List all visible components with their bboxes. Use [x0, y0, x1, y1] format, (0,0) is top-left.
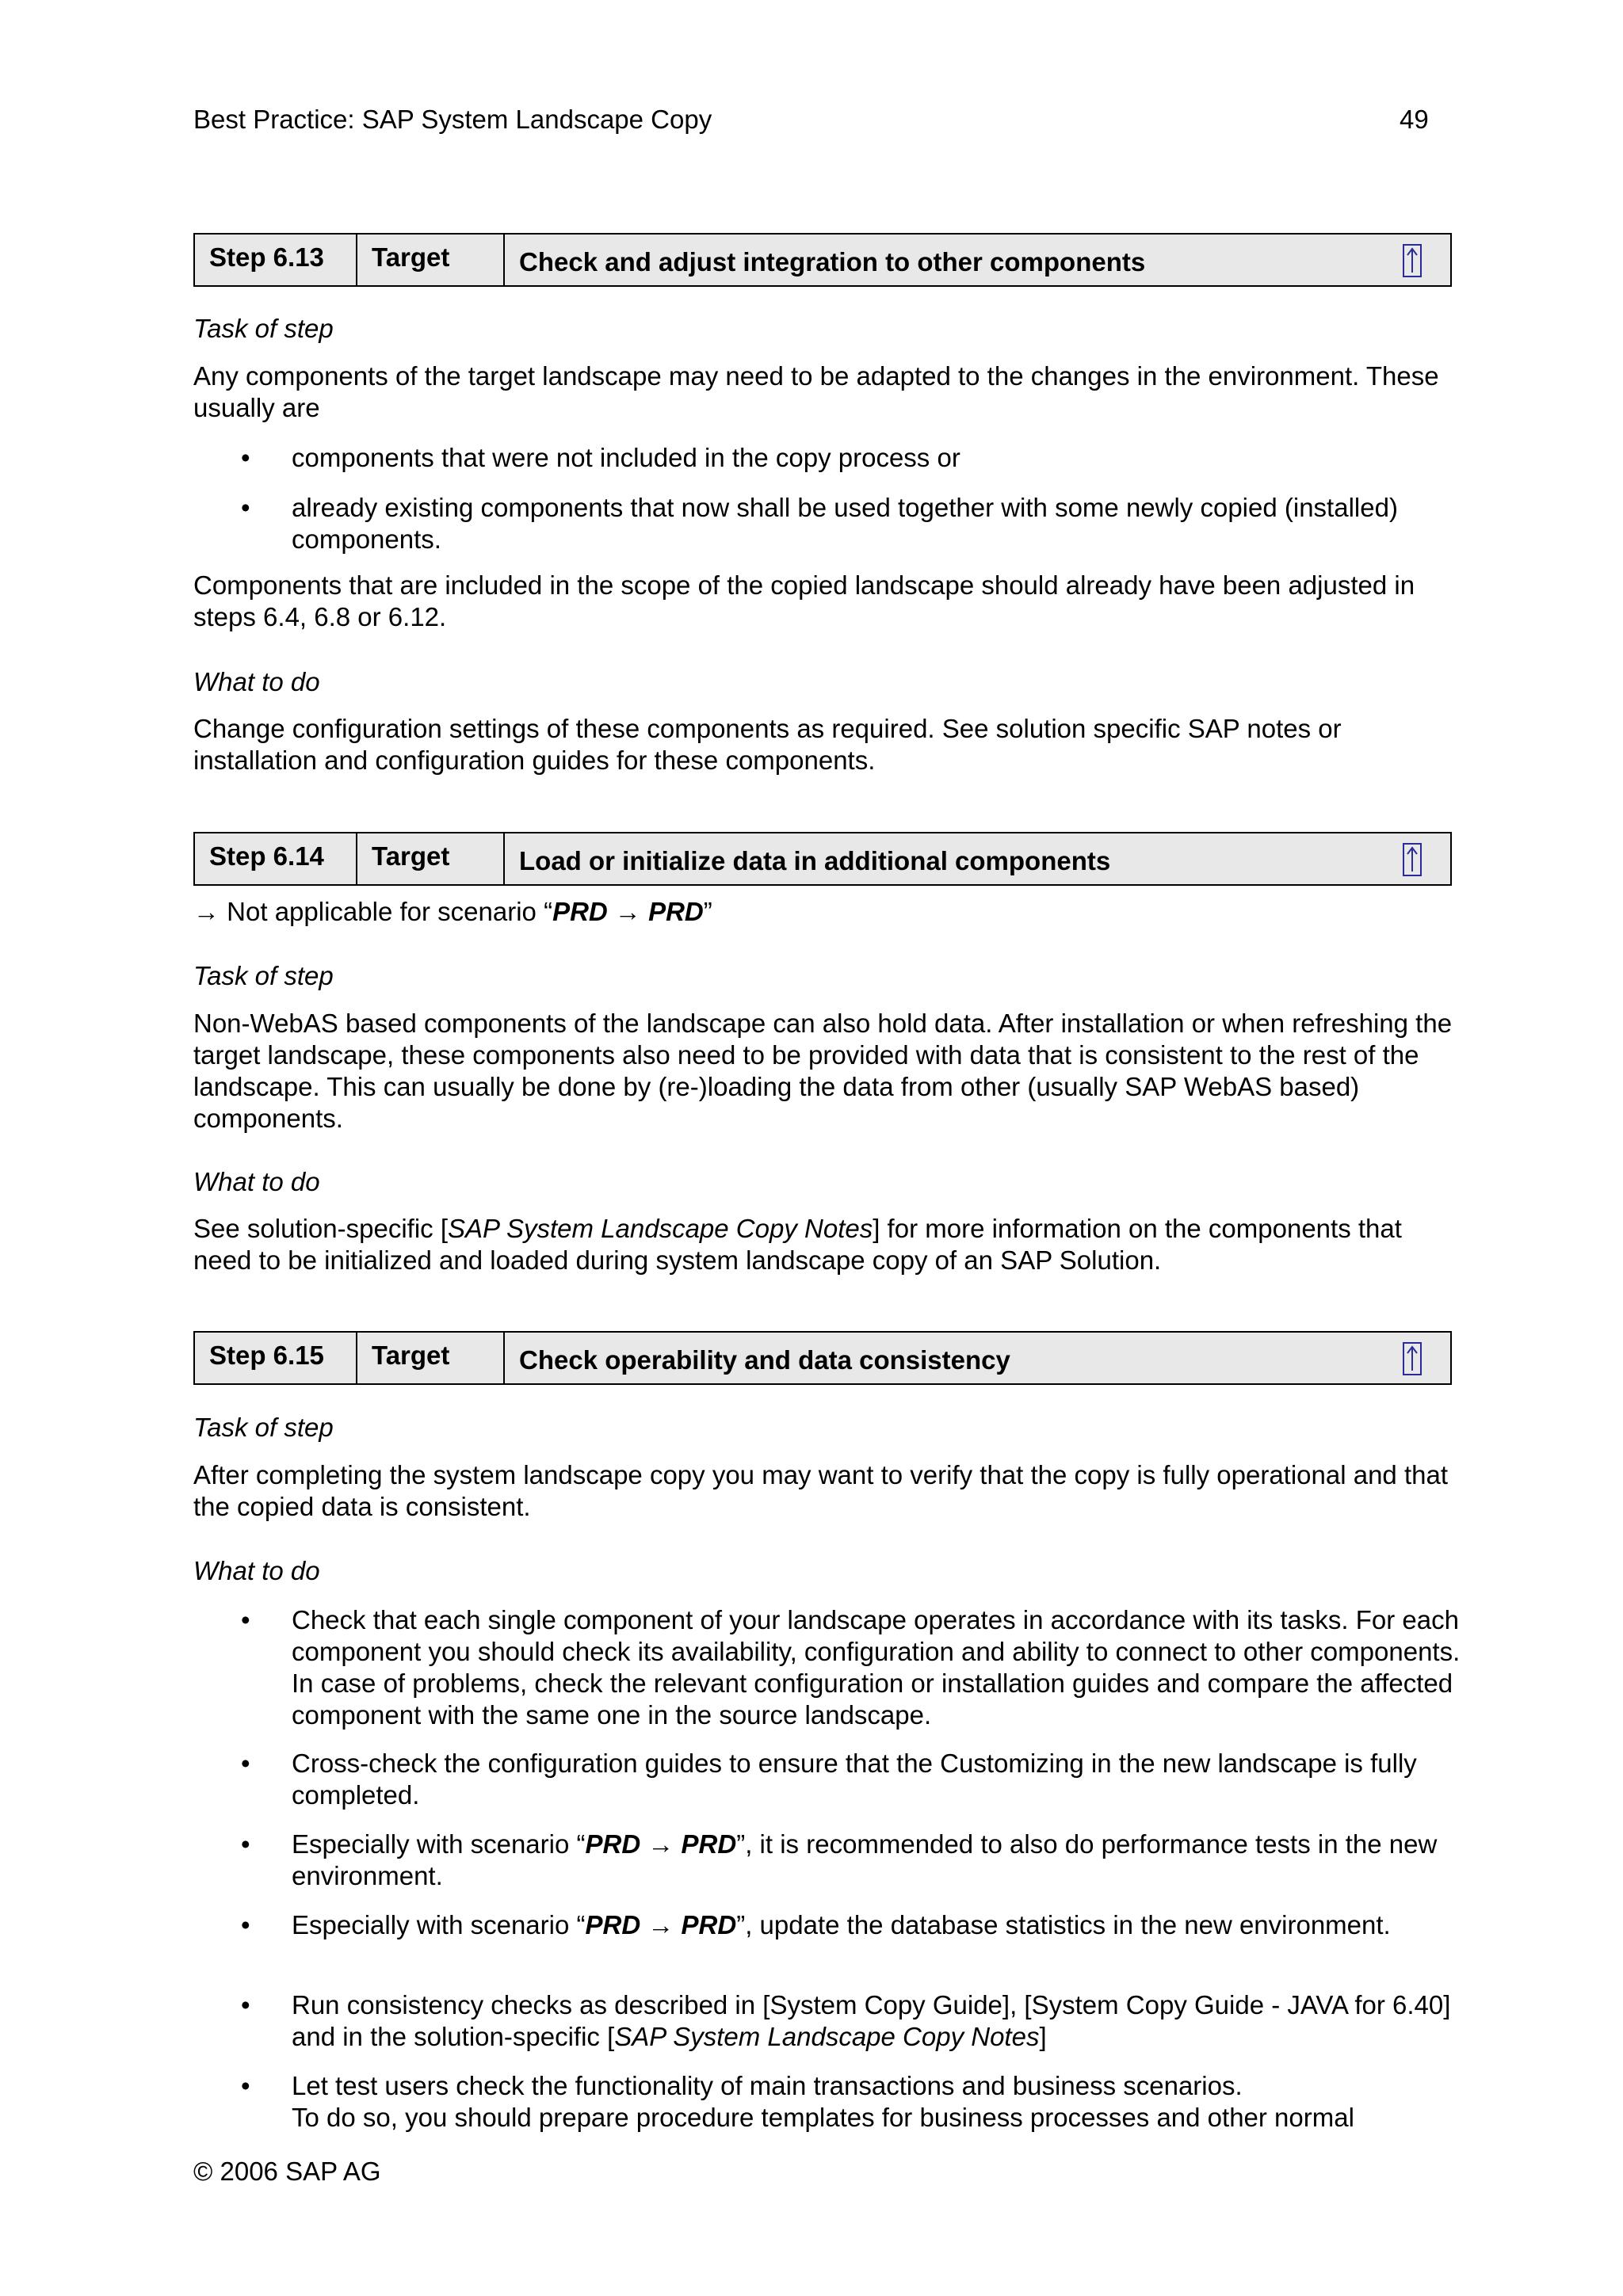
step-number: Step 6.13 — [209, 242, 324, 272]
list-item: already existing components that now shall be used together with some newly copied (installed) components. — [292, 493, 1398, 554]
back-to-top-icon[interactable] — [1403, 843, 1422, 876]
page-header-title: Best Practice: SAP System Landscape Copy — [193, 105, 712, 134]
step-target: Target — [372, 242, 450, 272]
step-6-14-header — [193, 832, 1452, 886]
task-text: Non-WebAS based components of the landscape can also hold data. After installation or when refreshing the target landscape, these components also need to be provided with data that is consistent to the rest of the landscape. This can usually be done by (re-)loading the data from other (usually SAP WebAS based) components. — [193, 1009, 1453, 1133]
notes-reference: SAP System Landscape Copy Notes — [448, 1214, 873, 1243]
list-item: Let test users check the functionality of main transactions and business scenarios. To do so, you should prepare procedure templates for business processes and other normal — [292, 2071, 1354, 2132]
bullet-dot: • — [241, 1605, 250, 1634]
what-to-do-text: See solution-specific [SAP System Landscape Copy Notes] for more information on the components that need to be initialized and loaded during system landscape copy of an SAP Solution. — [193, 1214, 1402, 1275]
what-to-do-label: What to do — [193, 1167, 320, 1196]
scenario-note: → Not applicable for scenario “PRD → PRD” — [193, 897, 712, 926]
task-intro: Any components of the target landscape may need to be adapted to the changes in the environment. These usually are — [193, 361, 1439, 422]
task-of-step-label: Task of step — [193, 1413, 334, 1442]
list-item: Especially with scenario “PRD → PRD”, update the database statistics in the new environment. — [292, 1910, 1391, 1939]
step-title: Check operability and data consistency — [519, 1345, 1010, 1375]
list-item: Run consistency checks as described in [System Copy Guide], [System Copy Guide - JAVA for 6.40] and in the solution-specific [SAP System Landscape Copy Notes] — [292, 1990, 1451, 2051]
what-to-do-label: What to do — [193, 1556, 320, 1585]
step-number: Step 6.15 — [209, 1341, 324, 1370]
step-title: Load or initialize data in additional components — [519, 846, 1111, 875]
bullet-dot: • — [241, 2071, 250, 2100]
list-item: components that were not included in the copy process or — [292, 443, 960, 472]
list-item: Especially with scenario “PRD → PRD”, it is recommended to also do performance tests in the new environment. — [292, 1829, 1438, 1890]
task-of-step-label: Task of step — [193, 314, 334, 343]
notes-reference: SAP System Landscape Copy Notes — [614, 2022, 1040, 2051]
arrow-icon: → — [193, 897, 220, 926]
task-outro: Components that are included in the scope of the copied landscape should already have been adjusted in steps 6.4, 6.8 or 6.12. — [193, 570, 1415, 631]
bullet-dot: • — [241, 1910, 250, 1939]
list-item: Cross-check the configuration guides to ensure that the Customizing in the new landscape is fully completed. — [292, 1749, 1417, 1810]
what-to-do-label: What to do — [193, 667, 320, 696]
page-number: 49 — [1400, 105, 1429, 134]
task-of-step-label: Task of step — [193, 961, 334, 990]
step-6-13-header — [193, 233, 1452, 287]
step-6-15-header — [193, 1331, 1452, 1385]
bullet-dot: • — [241, 1829, 250, 1859]
bullet-dot: • — [241, 443, 250, 472]
step-number: Step 6.14 — [209, 841, 324, 871]
what-to-do-text: Change configuration settings of these components as required. See solution specific SAP notes or installation and configuration guides for these components. — [193, 714, 1342, 775]
bullet-dot: • — [241, 493, 250, 522]
back-to-top-icon[interactable] — [1403, 244, 1422, 277]
step-title: Check and adjust integration to other components — [519, 247, 1146, 277]
task-text: After completing the system landscape copy you may want to verify that the copy is fully operational and that the copied data is consistent. — [193, 1460, 1449, 1521]
step-target: Target — [372, 841, 450, 871]
back-to-top-icon[interactable] — [1403, 1342, 1422, 1375]
bullet-dot: • — [241, 1749, 250, 1778]
page-footer-copyright: © 2006 SAP AG — [193, 2157, 381, 2186]
step-target: Target — [372, 1341, 450, 1370]
list-item: Check that each single component of your landscape operates in accordance with its tasks. For each component you should check its availability, configuration and ability to connect to other components. In case of problems, check the relevant configuration or installation guides and compare the affected component with the same one in the source landscape. — [292, 1605, 1461, 1730]
bullet-dot: • — [241, 1990, 250, 2019]
